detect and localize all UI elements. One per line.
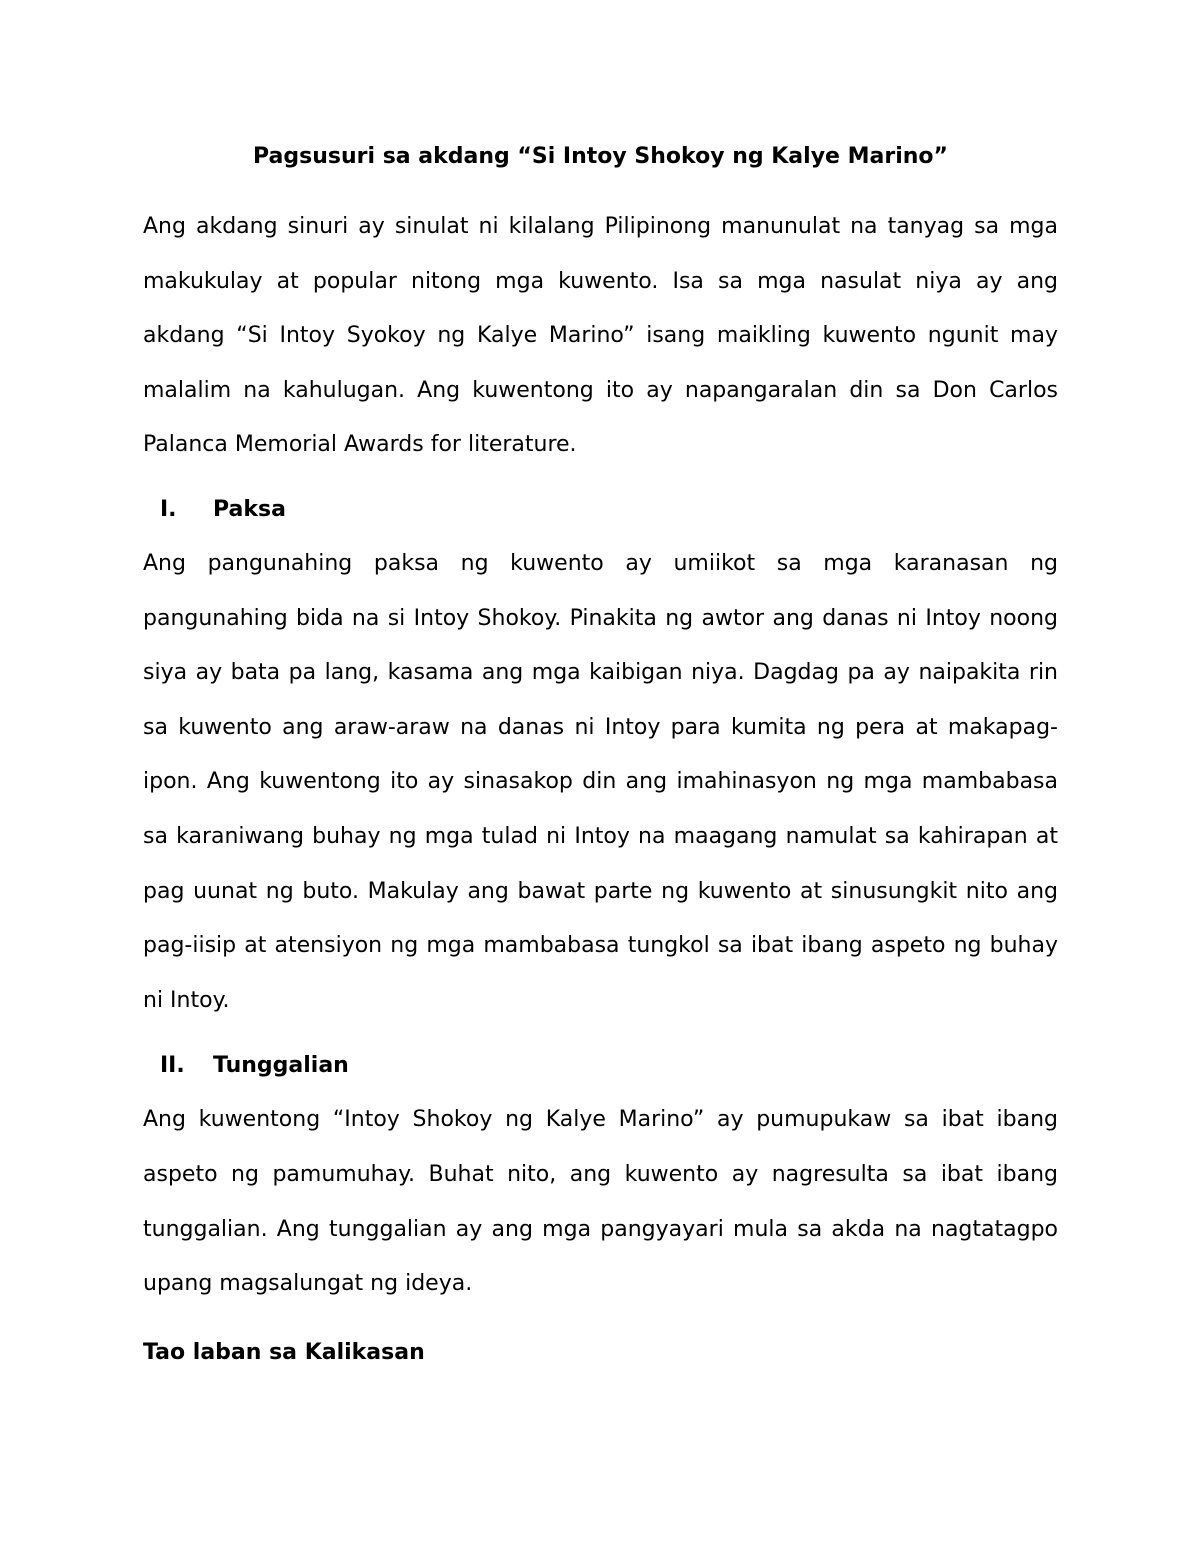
section-heading-tunggalian bbox=[143, 1045, 1058, 1087]
section-heading-paksa bbox=[143, 489, 1058, 531]
subheading-text: Tao laban sa Kalikasan bbox=[143, 1339, 425, 1365]
section-heading-text: Tunggalian bbox=[213, 1053, 349, 1079]
tunggalian-paragraph: Ang kuwentong “Intoy Shokoy ng Kalye Marino” ay pumupukaw sa ibat ibang aspeto ng pamumuhay. Buhat nito, ang kuwento ay nagresulta sa ibat ibang tunggalian. Ang tunggalian ay ang mga pangyayari mula sa akda na nagtatagpo upang magsalungat ng ideya. bbox=[143, 1107, 1058, 1297]
subheading-tao-laban-sa-kalikasan bbox=[143, 1332, 1058, 1374]
document-title: Pagsusuri sa akdang “Si Intoy Shokoy ng Kalye Marino” bbox=[253, 144, 948, 169]
section-numeral: II. bbox=[160, 1053, 185, 1079]
document-content bbox=[143, 136, 1058, 1374]
intro-paragraph: Ang akdang sinuri ay sinulat ni kilalang Pilipinong manunulat na tanyag sa mga makukulay at popular nitong mga kuwento. Isa sa mga nasulat niya ay ang akdang “Si Intoy Syokoy ng Kalye Marino” isang maikling kuwento ngunit may malalim na kahulugan. Ang kuwentong ito ay napangaralan din sa Don Carlos Palanca Memorial Awards for literature. bbox=[143, 214, 1058, 458]
paksa-paragraph: Ang pangunahing paksa ng kuwento ay umiikot sa mga karanasan ng pangunahing bida na si Intoy Shokoy. Pinakita ng awtor ang danas ni Intoy noong siya ay bata pa lang, kasama ang mga kaibigan niya. Dagdag pa ay naipakita rin sa kuwento ang araw-araw na danas ni Intoy para kumita ng pera at makapag-ipon. Ang kuwentong ito ay sinasakop din ang imahinasyon ng mga mambabasa sa karaniwang buhay ng mga tulad ni Intoy na maagang namulat sa kahirapan at pag uunat ng buto. Makulay ang bawat parte ng kuwento at sinusungkit nito ang pag-iisip at atensiyon ng mga mambabasa tungkol sa ibat ibang aspeto ng buhay ni Intoy. bbox=[143, 550, 1058, 1013]
section-numeral: I. bbox=[160, 496, 177, 522]
section-heading-text: Paksa bbox=[213, 496, 286, 522]
